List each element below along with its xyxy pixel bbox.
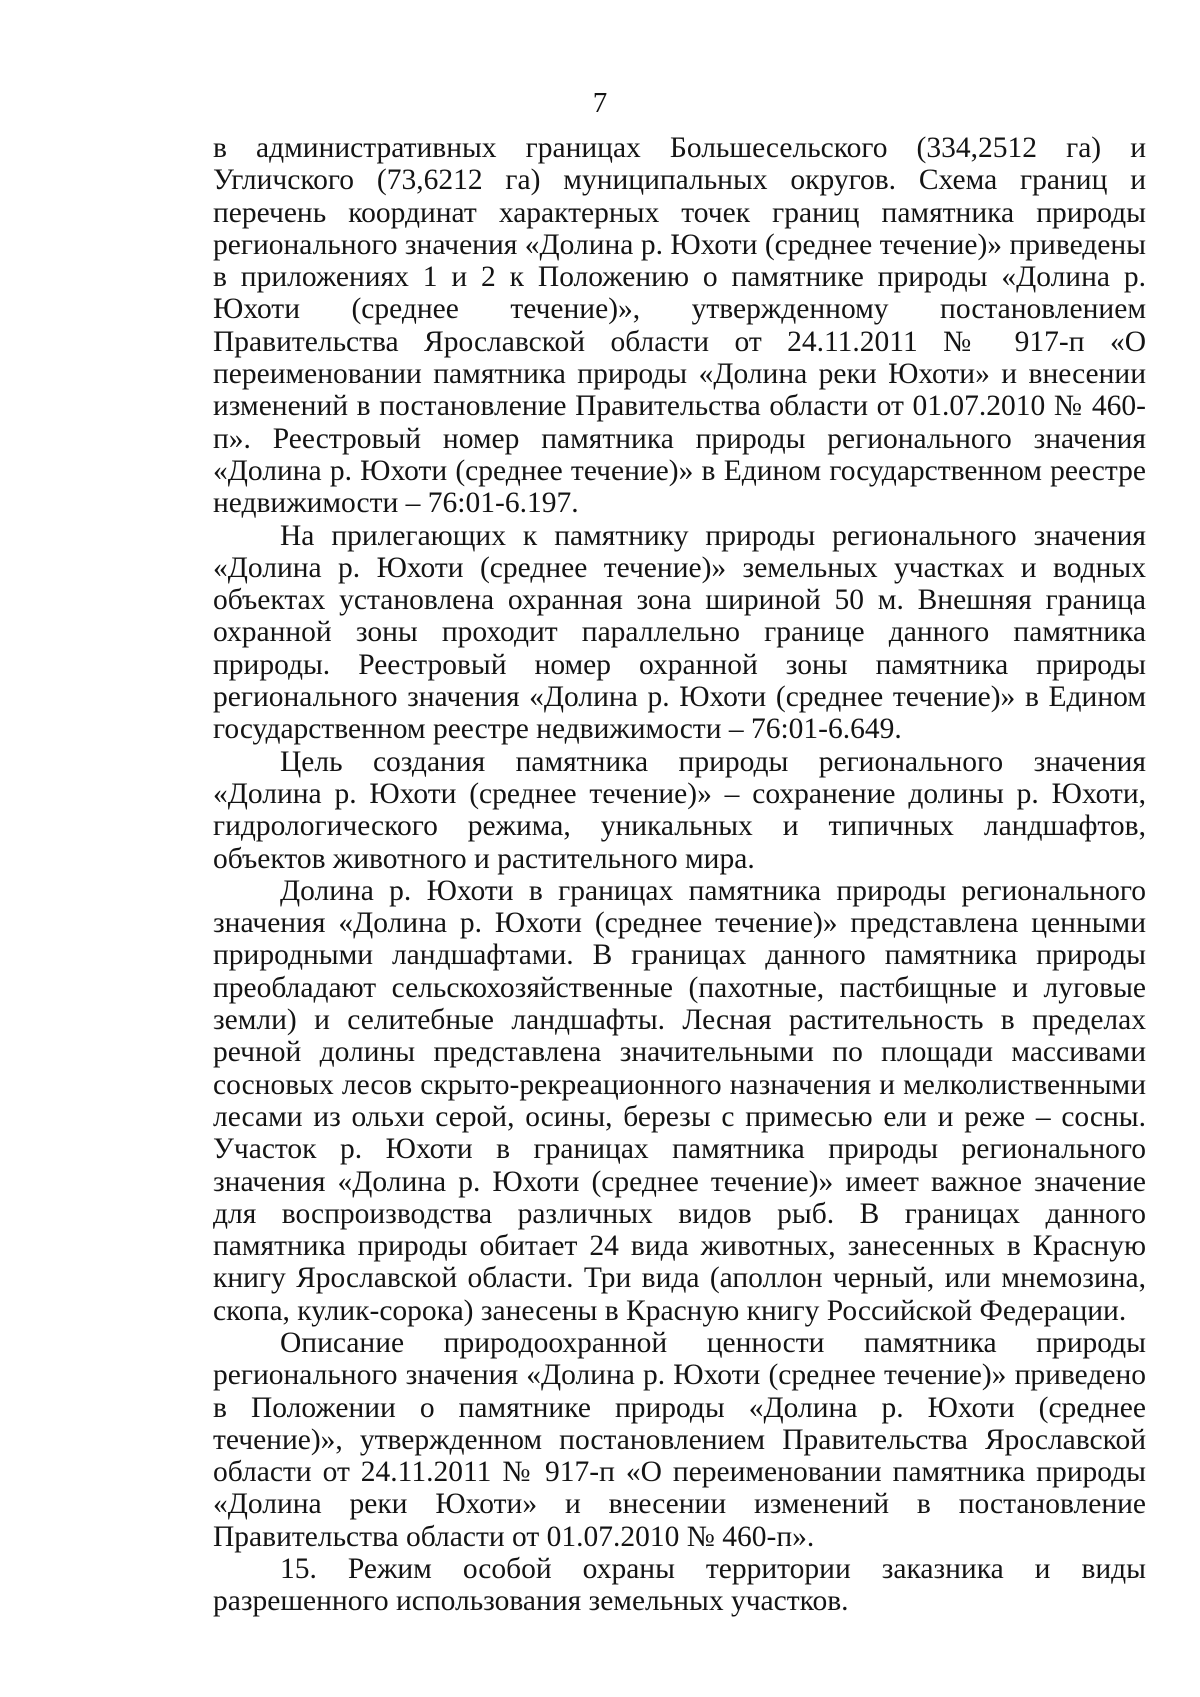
- paragraph-conservation-value: Описание природоохранной ценности памятника природы регионального значения «Долина р. Юхоти (среднее течение)» приведено в Положении о памятнике природы «Долина р. Юхоти (среднее течение)», утвержденном постановлением Правительства Ярославской области от 24.11.2011 № 917-п «О переименовании памятника природы «Долина реки Юхоти» и внесении изменений в постановление Правительства области от 01.07.2010 № 460-п».: [213, 1326, 1146, 1553]
- paragraph-boundaries: в административных границах Большесельского (334,2512 га) и Угличского (73,6212 га) муниципальных округов. Схема границ и перечень координат характерных точек границ памятника природы регионального значения «Долина р. Юхоти (среднее течение)» приведены в приложениях 1 и 2 к Положению о памятнике природы «Долина р. Юхоти (среднее течение)», утвержденному постановлением Правительства Ярославской области от 24.11.2011 № 917-п «О переименовании памятника природы «Долина реки Юхоти» и внесении изменений в постановление Правительства области от 01.07.2010 № 460-п». Реестровый номер памятника природы регионального значения «Долина р. Юхоти (среднее течение)» в Едином государственном реестре недвижимости – 76:01-6.197.: [213, 132, 1146, 520]
- paragraph-section-15: 15. Режим особой охраны территории заказника и виды разрешенного использования земельных участков.: [213, 1553, 1146, 1618]
- paragraph-protection-zone: На прилегающих к памятнику природы регионального значения «Долина р. Юхоти (среднее течение)» земельных участках и водных объектах установлена охранная зона шириной 50 м. Внешняя граница охранной зоны проходит параллельно границе данного памятника природы. Реестровый номер охранной зоны памятника природы регионального значения «Долина р. Юхоти (среднее течение)» в Едином государственном реестре недвижимости – 76:01-6.649.: [213, 519, 1146, 746]
- paragraph-purpose: Цель создания памятника природы регионального значения «Долина р. Юхоти (среднее течение)» – сохранение долины р. Юхоти, гидрологического режима, уникальных и типичных ландшафтов, объектов животного и растительного мира.: [213, 745, 1146, 875]
- paragraph-landscape-description: Долина р. Юхоти в границах памятника природы регионального значения «Долина р. Юхоти (среднее течение)» представлена ценными природными ландшафтами. В границах данного памятника природы преобладают сельскохозяйственные (пахотные, пастбищные и луговые земли) и селитебные ландшафты. Лесная растительность в пределах речной долины представлена значительными по площади массивами сосновых лесов скрыто-рекреационного назначения и мелколиственными лесами из ольхи серой, осины, березы с примесью ели и реже – сосны. Участок р. Юхоти в границах памятника природы регионального значения «Долина р. Юхоти (среднее течение)» имеет важное значение для воспроизводства различных видов рыб. В границах данного памятника природы обитает 24 вида животных, занесенных в Красную книгу Ярославской области. Три вида (аполлон черный, или мнемозина, скопа, кулик-сорока) занесены в Красную книгу Российской Федерации.: [213, 874, 1146, 1327]
- page-number: 7: [592, 87, 608, 119]
- document-body: [213, 132, 1146, 1618]
